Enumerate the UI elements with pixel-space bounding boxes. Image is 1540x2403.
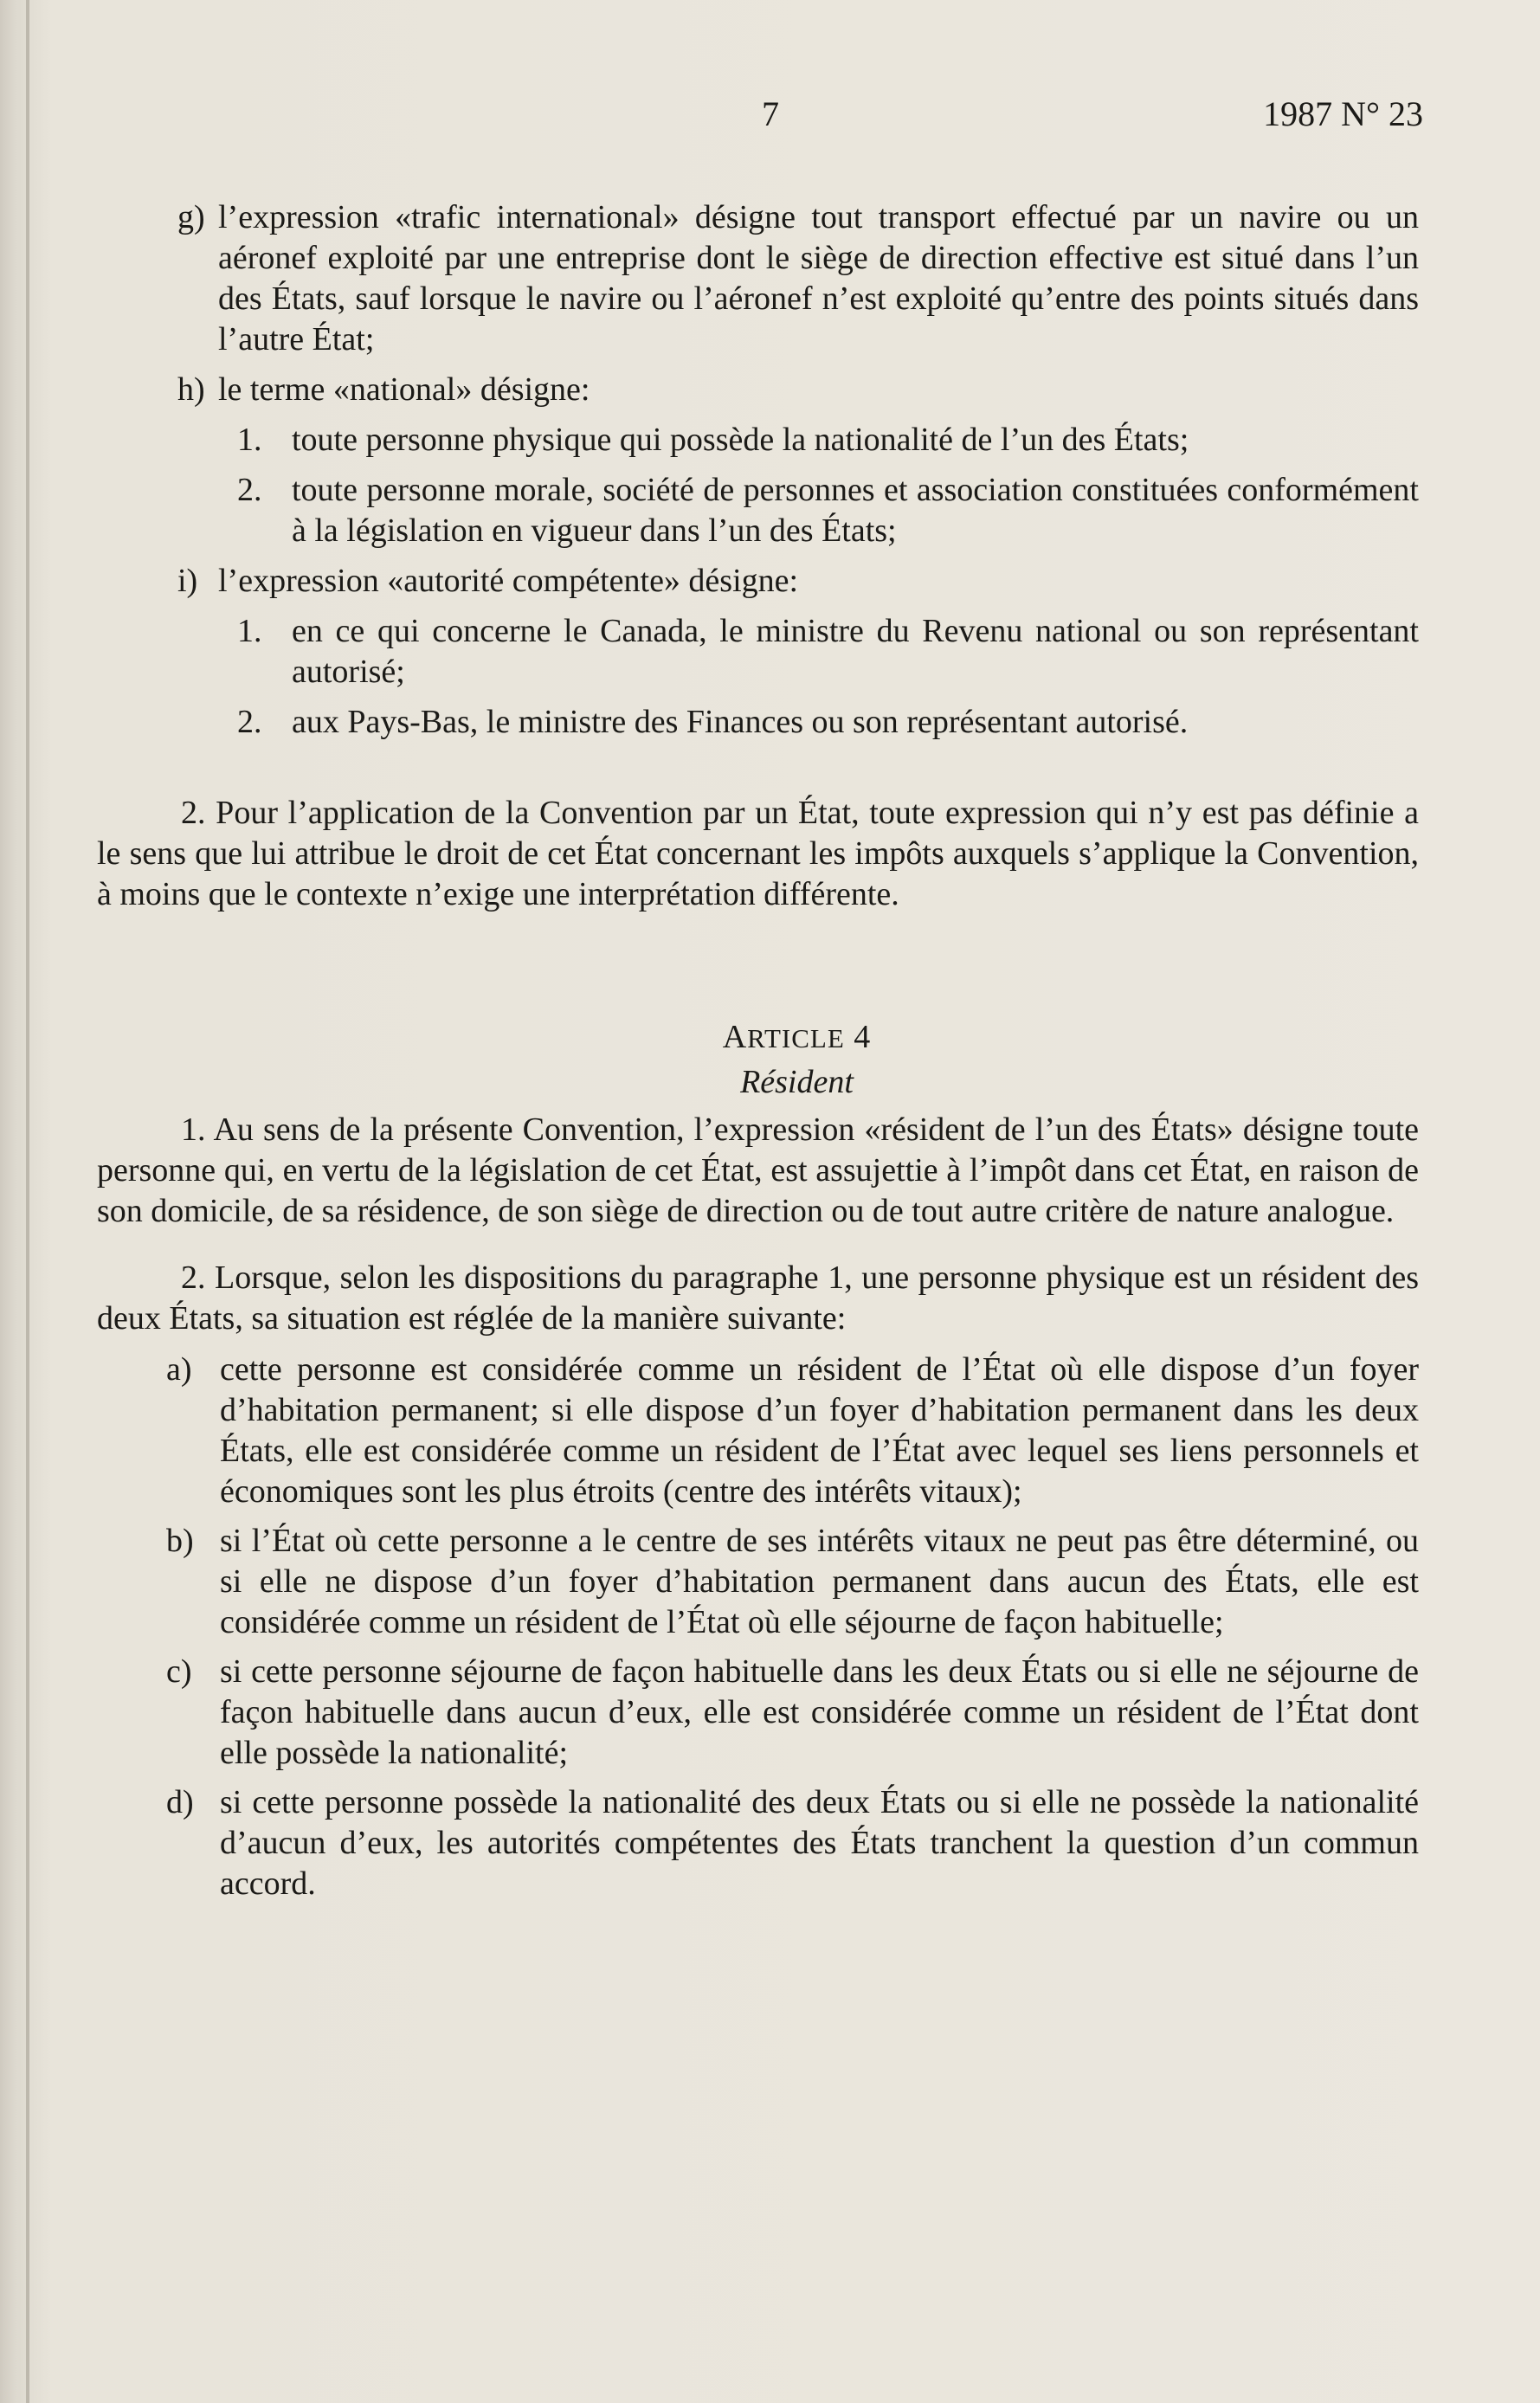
subitem-marker: 2. (237, 704, 262, 740)
item-marker: b) (166, 1523, 194, 1559)
residence-item-c (97, 1652, 1419, 1774)
article-title: ARTICLE 4 (722, 1019, 872, 1055)
item-marker: a) (166, 1351, 192, 1388)
item-text: cette personne est considérée comme un résident de l’État où elle dispose d’un foyer d’habitation permanent; si elle dispose d’un foyer d’habitation permanent dans les deux États, elle est considérée comme un résident de l’État avec lequel ses liens personnels et économiques sont les plus étroits (centre des intérêts vitaux); (220, 1351, 1419, 1510)
subitem-marker: 2. (237, 472, 262, 508)
item-text: l’expression «autorité compétente» désigne: (218, 563, 799, 599)
item-marker: g) (177, 199, 205, 235)
item-marker: c) (166, 1653, 192, 1690)
binding-gutter (26, 0, 29, 2403)
definition-item-h (97, 370, 1419, 410)
subitem-i-2 (97, 702, 1419, 743)
article-subtitle: Résident (740, 1064, 854, 1100)
definition-item-g (97, 197, 1419, 360)
subitem-text: en ce qui concerne le Canada, le ministre du Revenu national ou son représentant autorisé; (292, 613, 1419, 690)
item-text: l’expression «trafic international» désigne tout transport effectué par un navire ou un aéronef exploité par une entreprise dont le siège de direction effective est situé dans l’un des États, sauf lorsque le navire ou l’aéronef n’est exploité qu’entre des points situés dans l’autre État; (218, 199, 1419, 358)
item-marker: d) (166, 1784, 194, 1820)
issue-number: 1987 N° 23 (1263, 94, 1423, 133)
residence-item-b (97, 1521, 1419, 1643)
subitem-h-2 (97, 470, 1419, 551)
article4-paragraph-1: 1. Au sens de la présente Convention, l’expression «résident de l’un des États» désigne toute personne qui, en vertu de la législation de cet État, est assujettie à l’impôt dans cet État, en raison de son domicile, de sa résidence, de son siège de direction ou de tout autre critère de nature analogue. (97, 1111, 1419, 1229)
subitem-i-1 (97, 611, 1419, 693)
item-marker: h) (177, 371, 205, 408)
subitem-h-1 (97, 420, 1419, 461)
paragraph-2: 2. Pour l’application de la Convention par un État, toute expression qui n’y est pas définie a le sens que lui attribue le droit de cet État concernant les impôts auxquels s’applique la Convention, à moins que le contexte n’exige une interprétation différente. (97, 795, 1419, 912)
article4-paragraph-2: 2. Lorsque, selon les dispositions du paragraphe 1, une personne physique est un résident des deux États, sa situation est réglée de la manière suivante: (97, 1259, 1419, 1337)
item-text: si cette personne possède la nationalité des deux États ou si elle ne possède la nationalité d’aucun d’eux, les autorités compétentes des États tranchent la question d’un commun accord. (220, 1784, 1419, 1902)
page-number: 7 (762, 94, 779, 133)
subitem-text: aux Pays-Bas, le ministre des Finances ou son représentant autorisé. (292, 704, 1189, 740)
definition-item-i (97, 561, 1419, 602)
item-text: le terme «national» désigne: (218, 371, 590, 408)
item-text: si cette personne séjourne de façon habituelle dans les deux États ou si elle ne séjourne de façon habituelle dans aucun d’eux, elle est considérée comme un résident de l’État dont elle possède la nationalité; (220, 1653, 1419, 1771)
document-body (97, 197, 1419, 1913)
residence-item-a (97, 1350, 1419, 1512)
subitem-text: toute personne morale, société de personnes et association constituées conformément à la législation en vigueur dans l’un des États; (292, 472, 1419, 549)
subitem-text: toute personne physique qui possède la nationalité de l’un des États; (292, 422, 1189, 458)
item-marker: i) (177, 563, 198, 599)
item-text: si l’État où cette personne a le centre de ses intérêts vitaux ne peut pas être déterminé, ou si elle ne dispose d’un foyer d’habitation permanent dans aucun des États, elle est considérée comme un résident de l’État où elle séjourne de façon habituelle; (220, 1523, 1419, 1640)
subitem-marker: 1. (237, 613, 262, 649)
page-header (0, 93, 1540, 145)
residence-item-d (97, 1782, 1419, 1904)
subitem-marker: 1. (237, 422, 262, 458)
